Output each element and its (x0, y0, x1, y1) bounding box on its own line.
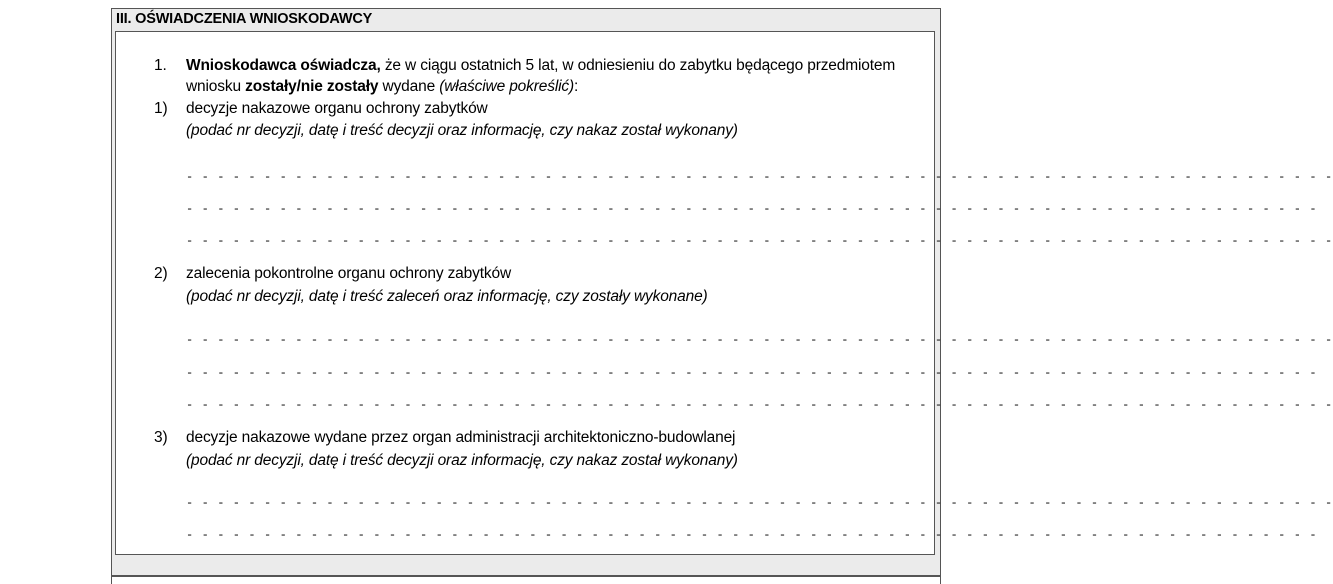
statement-line-2-end: : (574, 78, 579, 95)
item-2-hint: (podać nr decyzji, datę i treść zaleceń oraz informację, czy zostały wykonane) (186, 288, 708, 305)
statement-number: 1. (154, 57, 167, 74)
item-1-label: decyzje nakazowe organu ochrony zabytków (186, 100, 488, 117)
item-2-number: 2) (154, 265, 168, 282)
next-section-frame (111, 576, 941, 584)
item-1-hint: (podać nr decyzji, datę i treść decyzji oraz informację, czy nakaz został wykonany) (186, 122, 738, 139)
statement-line-2 (186, 77, 578, 97)
item-2-fill-line-3[interactable]: - - - - - - - - - - - - - - - - - - - - - - - - - - - - - - - - - - - - - - - - - - - - - - - - - - - - - - - - - - - - - - - - - - - - - - - - - - (186, 398, 1333, 412)
item-3-fill-line-2[interactable]: - - - - - - - - - - - - - - - - - - - - - - - - - - - - - - - - - - - - - - - - - - - - - - - - - - - - - - - - - - - - - - - - - - - - - - - - - (186, 528, 1318, 542)
item-2-fill-line-1[interactable]: - - - - - - - - - - - - - - - - - - - - - - - - - - - - - - - - - - - - - - - - - - - - - - - - - - - - - - - - - - - - - - - - - - - - - - - - - - (186, 333, 1333, 347)
item-2-label: zalecenia pokontrolne organu ochrony zabytków (186, 265, 511, 282)
item-2-fill-line-2[interactable]: - - - - - - - - - - - - - - - - - - - - - - - - - - - - - - - - - - - - - - - - - - - - - - - - - - - - - - - - - - - - - - - - - - - - - - - - - (186, 366, 1318, 380)
item-3-label: decyzje nakazowe wydane przez organ administracji architektoniczno-budowlanej (186, 429, 736, 446)
item-1-fill-line-2[interactable]: - - - - - - - - - - - - - - - - - - - - - - - - - - - - - - - - - - - - - - - - - - - - - - - - - - - - - - - - - - - - - - - - - - - - - - - - - (186, 202, 1318, 216)
statement-line-2-start: wniosku (186, 78, 246, 95)
item-3-fill-line-1[interactable]: - - - - - - - - - - - - - - - - - - - - - - - - - - - - - - - - - - - - - - - - - - - - - - - - - - - - - - - - - - - - - - - - - - - - - - - - - - (186, 496, 1333, 510)
statement-choice[interactable]: zostały/nie zostały (245, 78, 379, 95)
statement-line-1-text: że w ciągu ostatnich 5 lat, w odniesieniu do zabytku będącego przedmiotem (380, 57, 896, 74)
item-1-fill-line-3[interactable]: - - - - - - - - - - - - - - - - - - - - - - - - - - - - - - - - - - - - - - - - - - - - - - - - - - - - - - - - - - - - - - - - - - - - - - - - - - (186, 234, 1333, 248)
statement-line-2-mid: wydane (378, 78, 440, 95)
item-1-number: 1) (154, 100, 168, 117)
item-3-hint: (podać nr decyzji, datę i treść decyzji oraz informację, czy nakaz został wykonany) (186, 452, 738, 469)
item-3-number: 3) (154, 429, 168, 446)
statement-subject: Wnioskodawca oświadcza, (186, 57, 381, 74)
section-title: III. OŚWIADCZENIA WNIOSKODAWCY (116, 11, 373, 27)
statement-line-1 (186, 56, 895, 76)
statement-instruction: (właściwe pokreślić) (439, 78, 575, 95)
item-1-fill-line-1[interactable]: - - - - - - - - - - - - - - - - - - - - - - - - - - - - - - - - - - - - - - - - - - - - - - - - - - - - - - - - - - - - - - - - - - - - - - - - - - (186, 170, 1333, 184)
